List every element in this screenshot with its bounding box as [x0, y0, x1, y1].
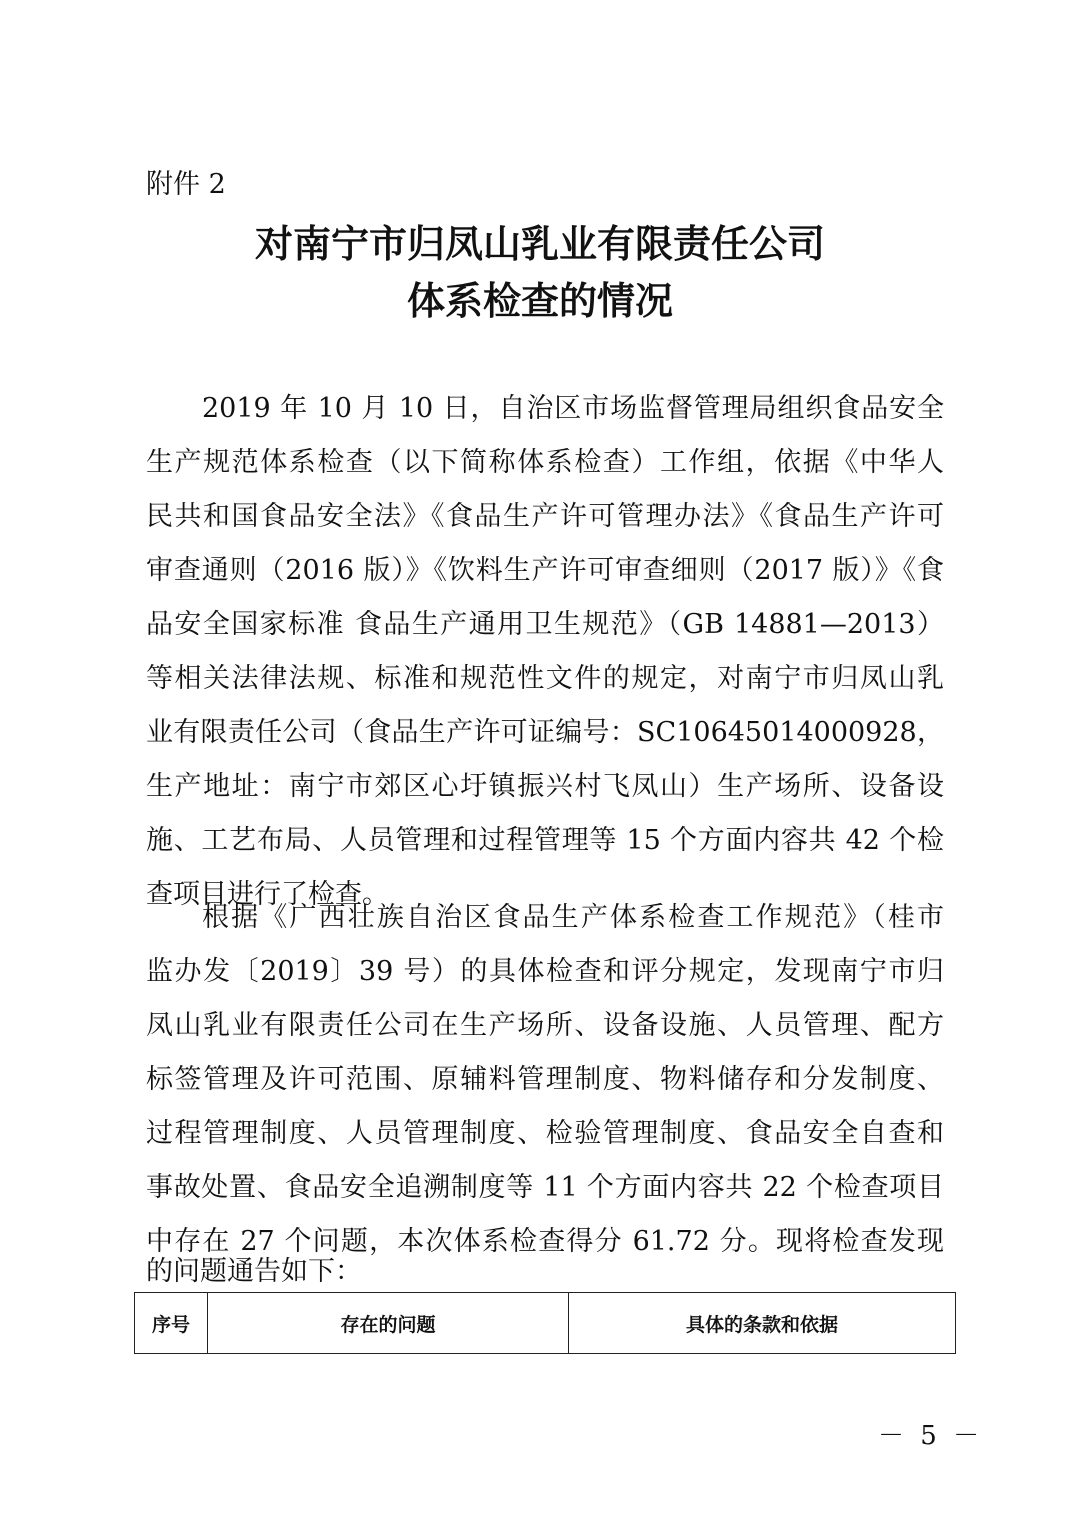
paragraph-line: 民共和国食品安全法》《食品生产许可管理办法》《食品生产许可 — [146, 501, 944, 532]
paragraph-line: 的问题通告如下： — [146, 1256, 362, 1287]
paragraph-line: 等相关法律法规、标准和规范性文件的规定，对南宁市归凤山乳 — [146, 663, 944, 694]
table-header-basis: 具体的条款和依据 — [685, 1313, 838, 1336]
paragraph-line: 施、工艺布局、人员管理和过程管理等 15 个方面内容共 42 个检 — [146, 825, 944, 856]
paragraph-line: 品安全国家标准 食品生产通用卫生规范》（GB 14881—2013） — [146, 609, 944, 640]
paragraph-line: 凤山乳业有限责任公司在生产场所、设备设施、人员管理、配方 — [146, 1010, 944, 1041]
attachment-label: 附件 2 — [146, 169, 226, 200]
issues-table-header — [134, 1292, 956, 1354]
document-title-line-2: 体系检查的情况 — [406, 279, 673, 323]
paragraph-line: 事故处置、食品安全追溯制度等 11 个方面内容共 22 个检查项目 — [146, 1172, 944, 1203]
paragraph-line: 生产地址：南宁市郊区心圩镇振兴村飞凤山）生产场所、设备设 — [146, 771, 944, 802]
document-title-line-1: 对南宁市归凤山乳业有限责任公司 — [254, 222, 825, 266]
paragraph-line: 查项目进行了检查。 — [146, 879, 389, 910]
paragraph-line: 2019 年 10 月 10 日，自治区市场监督管理局组织食品安全 — [202, 393, 944, 424]
paragraph-line: 审查通则（2016 版）》《饮料生产许可审查细则（2017 版）》《食 — [146, 555, 944, 586]
table-header-issue: 存在的问题 — [208, 1293, 569, 1353]
paragraph-line: 过程管理制度、人员管理制度、检验管理制度、食品安全自查和 — [146, 1118, 944, 1149]
paragraph-line: 标签管理及许可范围、原辅料管理制度、物料储存和分发制度、 — [146, 1064, 944, 1095]
paragraph-line: 生产规范体系检查（以下简称体系检查）工作组，依据《中华人 — [146, 447, 944, 478]
paragraph-line: 根据《广西壮族自治区食品生产体系检查工作规范》（桂市 — [202, 902, 944, 933]
page-number: － 5 － — [878, 1421, 984, 1451]
paragraph-line: 监办发〔2019〕39 号）的具体检查和评分规定，发现南宁市归 — [146, 956, 944, 987]
paragraph-line: 中存在 27 个问题，本次体系检查得分 61.72 分。现将检查发现 — [146, 1226, 944, 1257]
paragraph-line: 业有限责任公司（食品生产许可证编号：SC10645014000928， — [146, 717, 944, 748]
table-header-index: 序号 — [135, 1293, 208, 1353]
